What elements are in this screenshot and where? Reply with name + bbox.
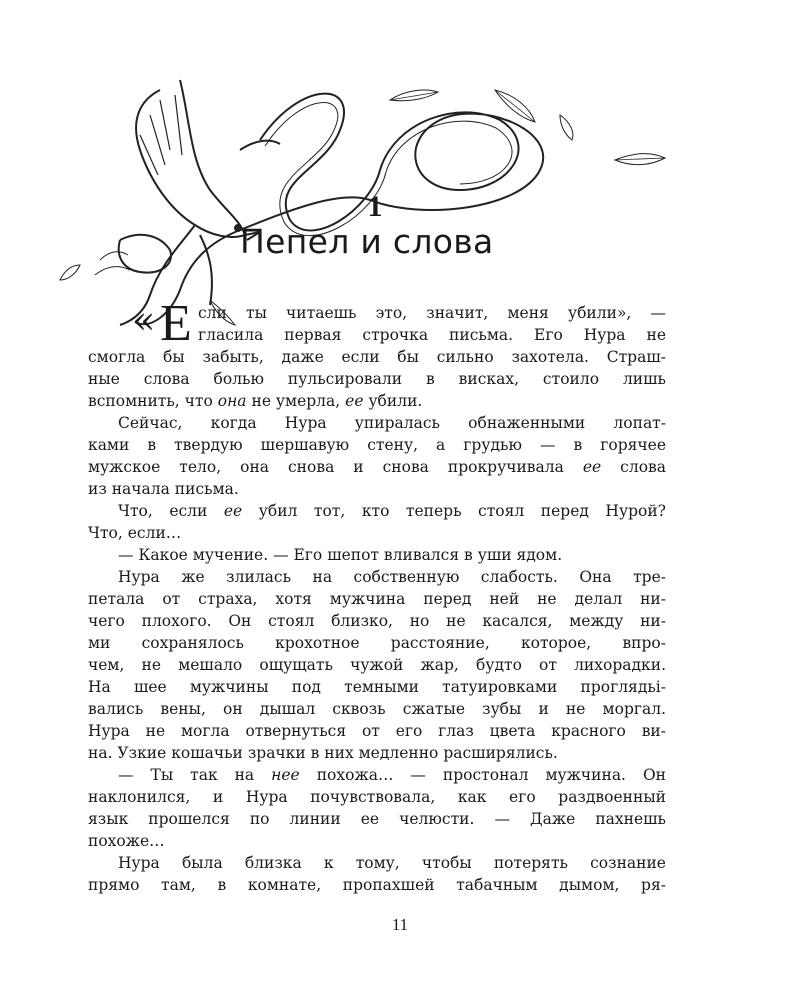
opening-quote: «	[132, 298, 156, 342]
text-line: Нура не могла отвернуться от его глаз цвета красного ви-	[88, 722, 666, 740]
drop-cap: Е	[160, 295, 192, 352]
chapter-body-text	[88, 298, 666, 896]
text-line: Что, если ее убил тот, кто теперь стоял перед Нурой?	[118, 502, 666, 520]
text-line: язык прошелся по линии ее челюсти. — Даже пахнешь	[88, 810, 666, 828]
text-line: На шее мужчины под темными татуировками проглядьі-	[88, 678, 666, 696]
text-line: Нура же злилась на собственную слабость. Она тре-	[118, 568, 666, 586]
text-line: петала от страха, хотя мужчина перед ней не делал ни-	[88, 590, 666, 608]
text-line: ками в твердую шершавую стену, а грудью — в горячее	[88, 436, 666, 454]
chapter-number: 1	[367, 190, 383, 223]
text-line: Нура была близка к тому, чтобы потерять сознание	[118, 854, 666, 872]
text-line: гласила первая строчка письма. Его Нура не	[198, 326, 666, 344]
text-line: Что, если…	[88, 524, 182, 542]
text-line: смогла бы забыть, даже если бы сильно захотела. Страш-	[88, 348, 666, 366]
text-line: ные слова болью пульсировали в висках, стоило лишь	[88, 370, 666, 388]
text-line: — Ты так на нее похожа… — простонал мужчина. Он	[118, 766, 666, 784]
text-line: наклонился, и Нура почувствовала, как его раздвоенный	[88, 788, 666, 806]
text-line: — Какое мучение. — Его шепот вливался в уши ядом.	[118, 546, 563, 564]
text-line: похоже…	[88, 832, 165, 850]
text-line: чем, не мешало ощущать чужой жар, будто от лихорадки.	[88, 656, 666, 674]
text-line: Сейчас, когда Нура упиралась обнаженными лопат-	[118, 414, 666, 432]
chapter-title: Пепел и слова	[240, 222, 494, 261]
text-line: из начала письма.	[88, 480, 239, 498]
text-line: сли ты читаешь это, значит, меня убили», —	[198, 304, 666, 322]
text-line: на. Узкие кошачьи зрачки в них медленно расширялись.	[88, 744, 558, 762]
text-line: мужское тело, она снова и снова прокручивала ее слова	[88, 458, 666, 476]
text-line: ми сохранялось крохотное расстояние, которое, впро-	[88, 634, 666, 652]
text-line: вались вены, он дышал сквозь сжатые зубы и не моргал.	[88, 700, 666, 718]
text-line: прямо там, в комнате, пропахшей табачным дымом, ря-	[88, 876, 666, 894]
page-number: 11	[391, 915, 409, 934]
text-line: вспомнить, что она не умерла, ее убили.	[88, 392, 423, 410]
text-line: чего плохого. Он стоял близко, но не касался, между ни-	[88, 612, 666, 630]
